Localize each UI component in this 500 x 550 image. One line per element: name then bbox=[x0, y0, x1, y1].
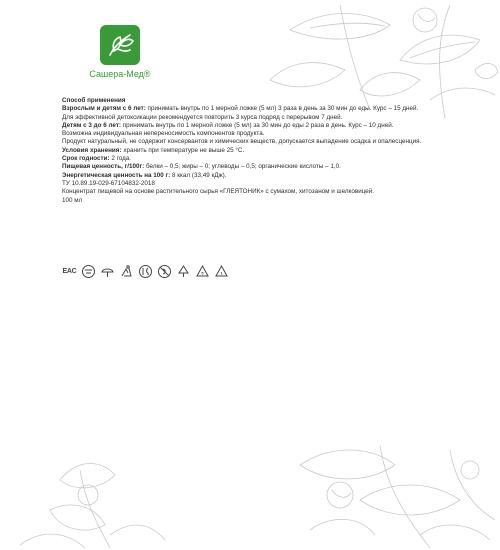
adults-text: принимать внутрь по 1 мерной ложке (5 мл) 3 раза в день за 30 мин до еды. Курс – 15 дней. bbox=[147, 105, 419, 113]
svg-text:5: 5 bbox=[201, 270, 204, 276]
keep-dry-icon bbox=[100, 264, 115, 279]
shelf-label: Срок годности: bbox=[62, 155, 110, 163]
adults-paragraph bbox=[62, 105, 442, 113]
recycle-triangle-icon bbox=[214, 264, 229, 279]
volume: 100 мл bbox=[62, 196, 83, 204]
nutrition-label: Пищевая ценность, г/100г: bbox=[62, 163, 145, 171]
brand-logo bbox=[80, 25, 160, 79]
usage-heading: Способ применения bbox=[62, 97, 126, 104]
logo-mark bbox=[100, 25, 140, 65]
energy-paragraph bbox=[62, 172, 442, 180]
adults-label: Взрослым и детям с 6 лет: bbox=[62, 105, 146, 113]
brand-name: Сашера-Мед® bbox=[89, 69, 151, 79]
eac-label: EAC bbox=[62, 268, 77, 275]
tu-code: ТУ 10.89.19-029-67104832-2018 bbox=[62, 179, 155, 187]
children-text: принимать внутрь по 1 мерной ложке (5 мл) за 30 мин до еды 2 раза в день. Курс – 10 дней. bbox=[122, 121, 394, 129]
no-gmo-icon bbox=[157, 264, 172, 279]
shelf-text: 2 года. bbox=[111, 155, 132, 163]
glass-fork-icon bbox=[138, 264, 153, 279]
detox-paragraph: Для эффективной детоксикации рекомендуется повторить 3 курса подряд с перерывом 7 дней. bbox=[62, 113, 343, 121]
concentrate-description: Концентрат пищевой на основе растительного сырья «ГЛЕЯТОНИК» с сумахом, хитозаном и шелковицей. bbox=[62, 188, 375, 196]
energy-label: Энергетическая ценность на 100 г: bbox=[62, 171, 171, 179]
recycle-hand-icon bbox=[119, 264, 134, 279]
storage-paragraph bbox=[62, 147, 442, 155]
storage-text: хранить при температуре не выше 25 °С. bbox=[123, 146, 245, 154]
natural-paragraph: Продукт натуральный, не содержит консервантов и химических веществ, допускается выпадение осадка и опалесценция. bbox=[62, 138, 422, 146]
certification-icons bbox=[62, 264, 229, 279]
recycle-triangle-icon bbox=[195, 264, 210, 279]
nutrition-text: белки – 0,5; жиры – 0; углеводы – 0,5; органические кислоты – 1,0. bbox=[145, 163, 341, 171]
floral-decoration-bottom bbox=[0, 440, 500, 550]
intolerance-paragraph: Возможна индивидуальная непереносимость компонентов продукта. bbox=[62, 130, 265, 138]
storage-label: Условия хранения: bbox=[62, 146, 122, 154]
instructions-text bbox=[62, 97, 442, 205]
children-label: Детям с 3 до 6 лет: bbox=[62, 121, 122, 129]
eac-mark-icon bbox=[62, 264, 77, 279]
nutrition-paragraph bbox=[62, 163, 442, 171]
energy-text: 8 ккал (33,49 кДж). bbox=[172, 171, 227, 179]
leaf-icon bbox=[100, 25, 140, 65]
children-paragraph bbox=[62, 122, 442, 130]
tree-icon bbox=[176, 264, 191, 279]
rst-mark-icon bbox=[81, 264, 96, 279]
svg-text:1: 1 bbox=[220, 270, 223, 276]
